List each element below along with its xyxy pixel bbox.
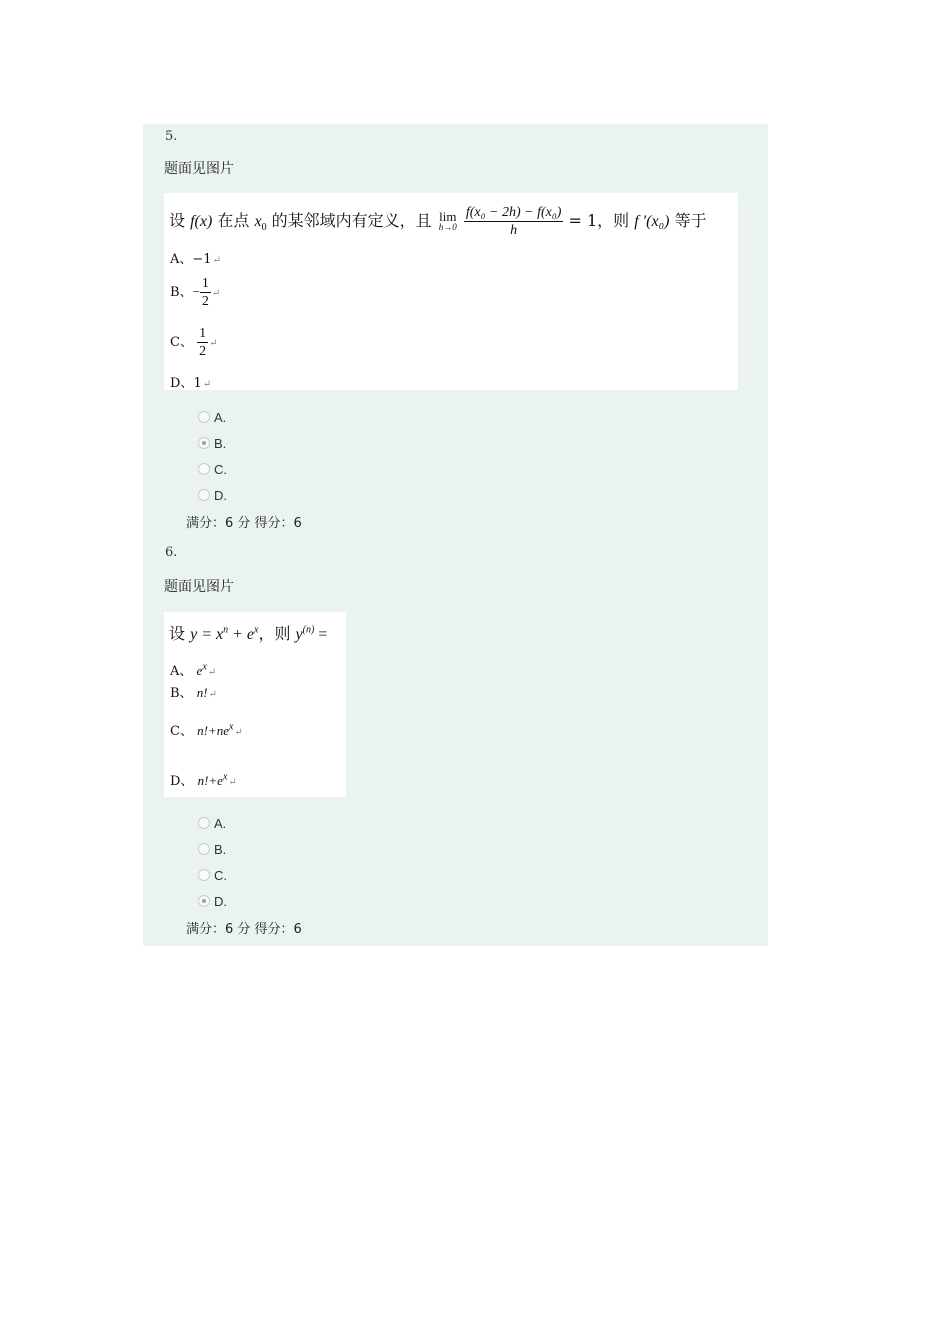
quiz-panel	[143, 124, 768, 946]
stem-superscript: n	[223, 624, 229, 636]
stem-math: f ′(x₀)	[634, 213, 670, 230]
option-sign: −	[192, 284, 200, 299]
option-value: −1	[192, 252, 212, 267]
question-image	[164, 612, 346, 797]
option-label: D、	[170, 774, 194, 789]
option-math: n!+ne	[197, 723, 229, 738]
return-mark-icon: ↵	[234, 727, 243, 738]
choice-b[interactable]	[198, 840, 226, 858]
question-number: 5.	[165, 129, 178, 144]
option-d	[170, 372, 211, 391]
question-title: 题面见图片	[164, 161, 234, 177]
option-value: 1	[193, 376, 202, 391]
fraction-denominator: 2	[201, 294, 209, 309]
stem-math: y = x	[190, 626, 224, 643]
score-line: 满分：6 分 得分：6	[186, 922, 302, 937]
stem-superscript: x	[254, 624, 259, 636]
option-math: e	[196, 663, 203, 678]
radio-button[interactable]	[198, 895, 210, 907]
limit-fraction	[464, 205, 563, 238]
choice-label: B.	[214, 435, 227, 451]
radio-button[interactable]	[198, 869, 210, 881]
question-title: 题面见图片	[164, 579, 234, 595]
stem-math: + e	[228, 626, 254, 643]
return-mark-icon: ↵	[212, 255, 221, 266]
option-label: A、	[170, 664, 193, 679]
choice-d[interactable]	[198, 892, 227, 910]
return-mark-icon: ↵	[209, 338, 218, 349]
option-label: D、	[170, 376, 194, 391]
option-a	[170, 660, 216, 679]
stem-math: x	[254, 213, 262, 230]
stem-math: f(x)	[190, 213, 213, 230]
choice-label: A.	[214, 815, 227, 831]
stem-text: 等于	[669, 211, 707, 230]
radio-button[interactable]	[198, 843, 210, 855]
option-fraction	[197, 326, 208, 359]
stem-math: =	[314, 626, 328, 643]
choice-label: D.	[214, 487, 227, 503]
stem-subscript: 0	[261, 222, 267, 234]
fraction-denominator: 2	[199, 344, 207, 359]
question-image	[164, 193, 738, 390]
return-mark-icon: ↵	[211, 288, 221, 299]
choice-c[interactable]	[198, 866, 227, 884]
limit-operator	[438, 208, 457, 233]
question-stem	[169, 205, 707, 238]
fraction-denominator: h	[510, 223, 518, 238]
choice-a[interactable]	[198, 408, 226, 426]
fraction-numerator: f(x₀ − 2h) − f(x₀)	[465, 205, 562, 220]
stem-text: 设	[169, 211, 191, 230]
return-mark-icon: ↵	[202, 379, 212, 390]
option-c	[170, 720, 243, 739]
option-d	[170, 770, 237, 789]
stem-superscript: (n)	[302, 624, 315, 636]
return-mark-icon: ↵	[228, 777, 237, 788]
option-label: B、	[170, 686, 193, 701]
option-a	[170, 248, 221, 267]
choice-label: C.	[214, 461, 227, 477]
option-label: A、	[170, 252, 193, 267]
choice-d[interactable]	[198, 486, 227, 504]
radio-button[interactable]	[198, 817, 210, 829]
option-superscript: x	[202, 661, 207, 673]
stem-text: = 1，则	[563, 211, 635, 230]
option-fraction	[200, 276, 211, 309]
stem-math: y	[295, 626, 303, 643]
return-mark-icon: ↵	[208, 689, 217, 700]
return-mark-icon: ↵	[207, 667, 217, 678]
stem-text: ，则	[258, 624, 296, 643]
stem-text: 在点	[212, 211, 255, 230]
choice-label: D.	[214, 893, 227, 909]
option-superscript: x	[222, 771, 228, 783]
choice-label: B.	[214, 841, 227, 857]
question-number: 6.	[165, 545, 178, 560]
stem-text: 的某邻域内有定义，且	[266, 211, 432, 230]
fraction-numerator: 1	[199, 326, 207, 341]
choice-c[interactable]	[198, 460, 227, 478]
radio-button[interactable]	[198, 489, 210, 501]
option-math: n!	[196, 685, 208, 700]
option-label: C、	[170, 335, 193, 350]
option-superscript: x	[228, 721, 234, 733]
radio-button[interactable]	[198, 463, 210, 475]
fraction-numerator: 1	[201, 276, 209, 291]
option-b	[170, 276, 220, 309]
option-c	[170, 326, 217, 359]
question-stem	[169, 621, 327, 644]
option-label: B、	[170, 285, 193, 300]
option-b	[170, 682, 217, 701]
choice-a[interactable]	[198, 814, 226, 832]
score-line: 满分：6 分 得分：6	[186, 516, 302, 531]
radio-button[interactable]	[198, 411, 210, 423]
limit-top: lim	[439, 208, 457, 224]
stem-text: 设	[169, 624, 191, 643]
limit-bottom: h→0	[438, 221, 457, 232]
option-math: n!+e	[197, 773, 223, 788]
choice-label: C.	[214, 867, 227, 883]
option-label: C、	[170, 724, 193, 739]
radio-button[interactable]	[198, 437, 210, 449]
choice-label: A.	[214, 409, 227, 425]
choice-b[interactable]	[198, 434, 226, 452]
